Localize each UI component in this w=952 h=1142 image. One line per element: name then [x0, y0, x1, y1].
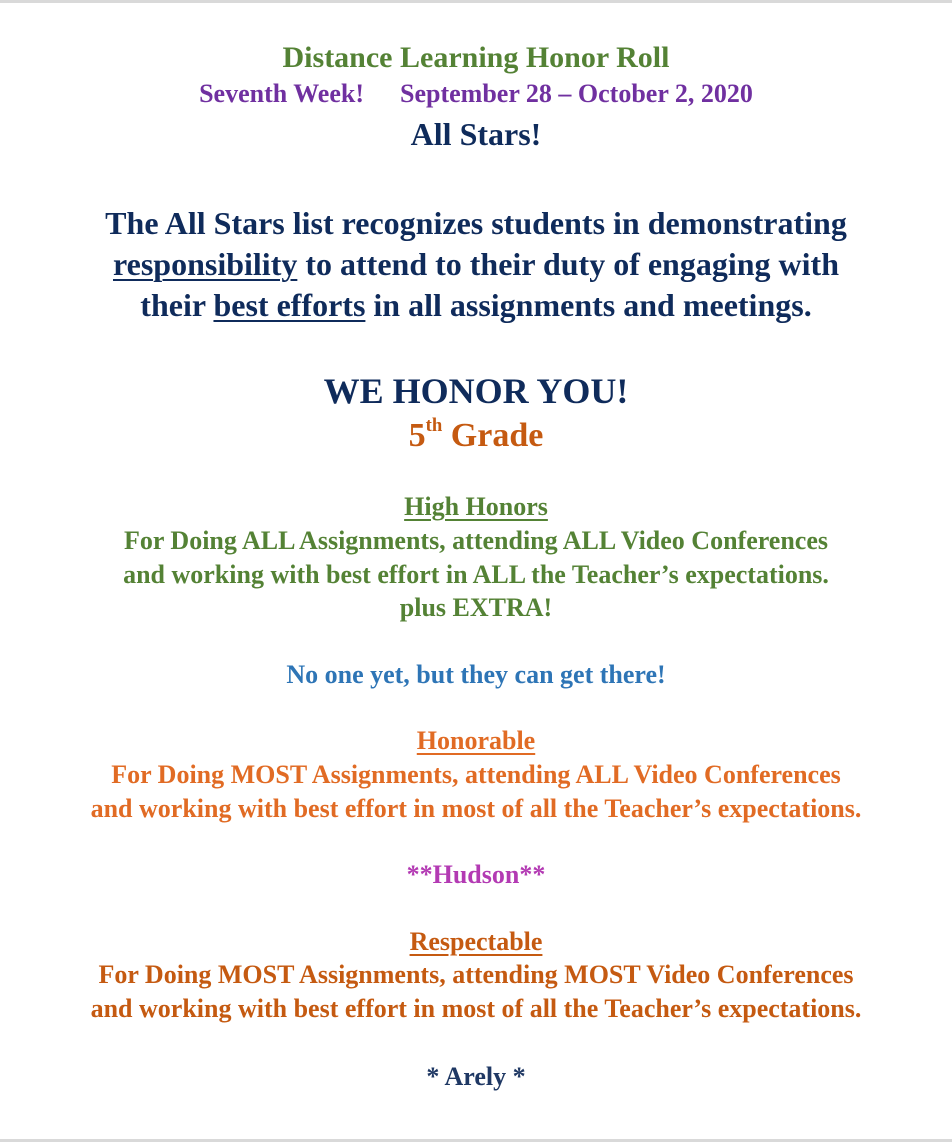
high-honors-desc-2: and working with best effort in ALL the Teacher’s expectations.: [123, 560, 829, 589]
high-honors-heading: [0, 491, 952, 523]
best-efforts-emphasis: best efforts: [213, 287, 366, 323]
intro-line-3: [0, 285, 952, 325]
respectable-heading: [0, 926, 952, 958]
grade-word: Grade: [442, 417, 544, 454]
honorable-students: **Hudson**: [406, 860, 546, 889]
grade-number: 5: [408, 417, 426, 454]
respectable-desc-1: For Doing MOST Assignments, attending MOST Video Conferences: [98, 960, 854, 989]
top-border: [0, 0, 952, 3]
high-honors-heading-text: High Honors: [404, 492, 548, 521]
we-honor-you-heading: WE HONOR YOU!: [323, 371, 629, 411]
week-dates-line: [0, 78, 952, 110]
intro-line-3-start: their: [140, 287, 214, 323]
date-range: September 28 – October 2, 2020: [400, 79, 753, 108]
intro-line-2-rest: to attend to their duty of engaging with: [297, 246, 839, 282]
grade-suffix: th: [425, 414, 443, 436]
honorable-desc-2: and working with best effort in most of all the Teacher’s expectations.: [90, 794, 862, 823]
all-stars-subtitle: All Stars!: [410, 116, 542, 152]
responsibility-emphasis: responsibility: [113, 246, 298, 282]
grade-heading: [0, 415, 952, 457]
honorable-heading-text: Honorable: [416, 726, 536, 755]
honorable-desc-1: For Doing MOST Assignments, attending ALL Video Conferences: [111, 760, 841, 789]
intro-line-1: The All Stars list recognizes students in demonstrating: [105, 205, 847, 241]
respectable-students: * Arely *: [426, 1062, 526, 1091]
high-honors-desc-1: For Doing ALL Assignments, attending ALL Video Conferences: [123, 526, 829, 555]
respectable-desc-2: and working with best effort in most of all the Teacher’s expectations.: [90, 994, 862, 1023]
respectable-heading-text: Respectable: [409, 927, 543, 956]
honorable-heading: [0, 725, 952, 757]
high-honors-desc-3: plus EXTRA!: [399, 593, 553, 622]
high-honors-students: No one yet, but they can get there!: [286, 660, 666, 689]
intro-line-3-rest: in all assignments and meetings.: [365, 287, 812, 323]
week-label: Seventh Week!: [199, 79, 365, 108]
intro-line-2: [0, 244, 952, 284]
page-title: Distance Learning Honor Roll: [282, 41, 670, 74]
